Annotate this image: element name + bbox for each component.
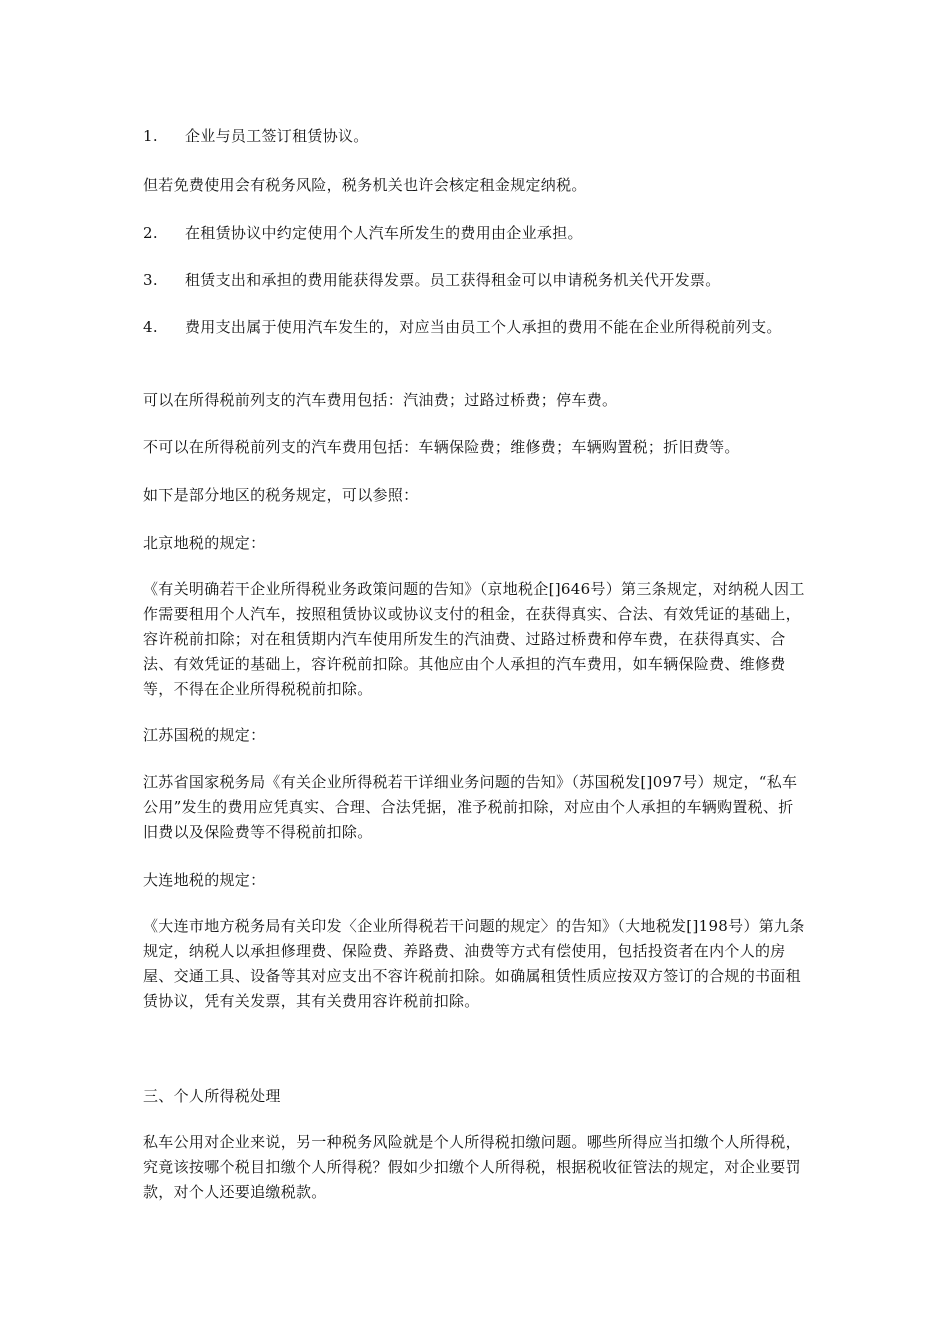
list-item-2 xyxy=(143,221,807,246)
heading-jiangsu: 江苏国税的规定： xyxy=(143,726,266,744)
heading-dalian: 大连地税的规定： xyxy=(143,871,266,889)
list-item-4 xyxy=(143,315,807,340)
list-number: 3. xyxy=(143,271,158,289)
list-number: 1. xyxy=(143,127,158,145)
list-item-text: 企业与员工签订租赁协议。 xyxy=(185,127,369,145)
list-item-text: 费用支出属于使用汽车发生的，对应当由员工个人承担的费用不能在企业所得税前列支。 xyxy=(185,318,782,336)
paragraph-personal-income-tax: 私车公用对企业来说，另一种税务风险就是个人所得税扣缴问题。哪些所得应当扣缴个人所得税，究竟该按哪个税目扣缴个人所得税？假如少扣缴个人所得税，根据税收征管法的规定，对企业要罚款，对个人还要追缴税款。 xyxy=(143,1133,801,1201)
list-item-text: 在租赁协议中约定使用个人汽车所发生的费用由企业承担。 xyxy=(185,224,583,242)
paragraph-free-use-risk: 但若免费使用会有税务风险，税务机关也许会核定租金规定纳税。 xyxy=(143,176,587,194)
list-item-3 xyxy=(143,268,807,293)
list-item-text: 租赁支出和承担的费用能获得发票。员工获得租金可以申请税务机关代开发票。 xyxy=(185,271,721,289)
paragraph-dalian-rule: 《大连市地方税务局有关印发〈企业所得税若干问题的规定〉的告知》（大地税发[]198号）第九条规定，纳税人以承担修理费、保险费、养路费、油费等方式有偿使用，包括投资者在内个人的房屋、交通工具、设备等其对应支出不容许税前扣除。如确属租赁性质应按双方签订的合规的书面租赁协议，凭有关发票，其有关费用容许税前扣除。 xyxy=(143,917,805,1010)
paragraph-jiangsu-rule: 江苏省国家税务局《有关企业所得税若干详细业务问题的告知》（苏国税发[]097号）规定，“私车公用”发生的费用应凭真实、合理、合法凭据，准予税前扣除，对应由个人承担的车辆购置税、折旧费以及保险费等不得税前扣除。 xyxy=(143,773,798,841)
section-heading-personal-income-tax: 三、个人所得税处理 xyxy=(143,1087,281,1105)
paragraph-deductible-expenses: 可以在所得税前列支的汽车费用包括：汽油费；过路过桥费；停车费。 xyxy=(143,391,618,409)
heading-beijing: 北京地税的规定： xyxy=(143,534,266,552)
paragraph-nondeductible-expenses: 不可以在所得税前列支的汽车费用包括：车辆保险费；维修费；车辆购置税；折旧费等。 xyxy=(143,438,740,456)
paragraph-regional-intro: 如下是部分地区的税务规定，可以参照： xyxy=(143,486,419,504)
list-number: 2. xyxy=(143,224,158,242)
list-number: 4. xyxy=(143,318,158,336)
list-item-1 xyxy=(143,124,807,149)
paragraph-beijing-rule: 《有关明确若干企业所得税业务政策问题的告知》（京地税企[]646号）第三条规定，对纳税人因工作需要租用个人汽车，按照租赁协议或协议支付的租金，在获得真实、合法、有效凭证的基础上，容许税前扣除；对在租赁期内汽车使用所发生的汽油费、过路过桥费和停车费，在获得真实、合法、有效凭证的基础上，容许税前扣除。其他应由个人承担的汽车费用，如车辆保险费、维修费等，不得在企业所得税税前扣除。 xyxy=(143,580,805,698)
